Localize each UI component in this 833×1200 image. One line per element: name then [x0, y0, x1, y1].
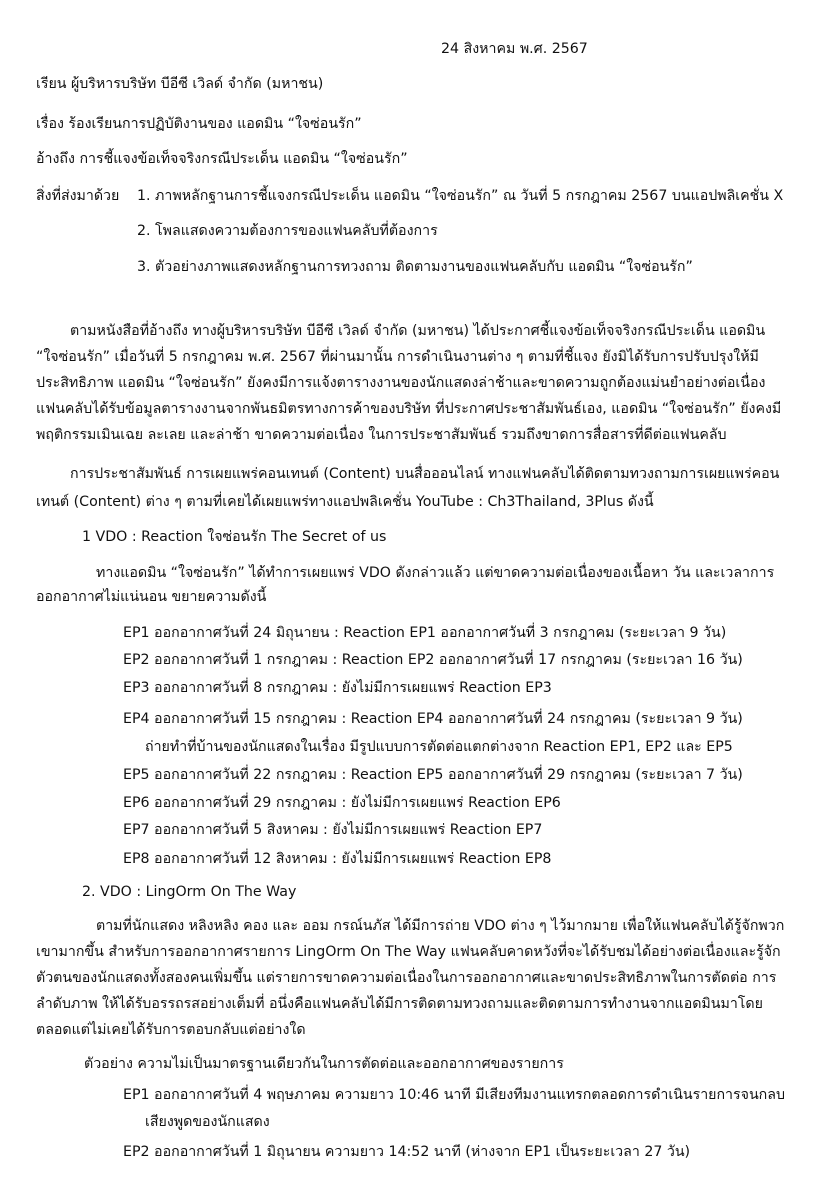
letter-subject: เรื่อง ร้องเรียนการปฏิบัติงานของ แอดมิน “ใจซ่อนรัก” — [36, 116, 362, 132]
enclosure-item: 1. ภาพหลักฐานการชี้แจงกรณีประเด็น แอดมิน “ใจซ่อนรัก” ณ วันที่ 5 กรกฎาคม 2567 บนแอปพลิเคชั่น X — [137, 188, 784, 204]
section1-heading: 1 VDO : Reaction ใจซ่อนรัก The Secret of us — [82, 529, 387, 545]
episode-item: EP6 ออกอากาศวันที่ 29 กรกฎาคม : ยังไม่มีการเผยแพร่ Reaction EP6 — [123, 795, 561, 811]
episode-item: EP8 ออกอากาศวันที่ 12 สิงหาคม : ยังไม่มีการเผยแพร่ Reaction EP8 — [123, 851, 552, 867]
episode-item: EP5 ออกอากาศวันที่ 22 กรกฎาคม : Reaction EP5 ออกอากาศวันที่ 29 กรกฎาคม (ระยะเวลา 7 วัน) — [123, 767, 743, 783]
section2-heading: 2. VDO : LingOrm On The Way — [82, 884, 297, 900]
example-item: EP1 ออกอากาศวันที่ 4 พฤษภาคม ความยาว 10:46 นาที มีเสียงทีมงานแทรกตลอดการดำเนินรายการจนกลบ — [123, 1087, 785, 1103]
episode-item: EP2 ออกอากาศวันที่ 1 กรกฎาคม : Reaction EP2 ออกอากาศวันที่ 17 กรกฎาคม (ระยะเวลา 16 วัน) — [123, 652, 743, 668]
example-item: EP2 ออกอากาศวันที่ 1 มิถุนายน ความยาว 14:52 นาที (ห่างจาก EP1 เป็นระยะเวลา 27 วัน) — [123, 1144, 691, 1160]
example-item-continued: เสียงพูดของนักแสดง — [145, 1114, 270, 1130]
section2-body-line: ตัวตนของนักแสดงทั้งสองคนเพิ่มขึ้น แต่รายการขาดความต่อเนื่องในการออกอากาศและขาดประสิทธิภาพในการตัดต่อ การ — [36, 970, 777, 986]
letter-date: 24 สิงหาคม พ.ศ. 2567 — [441, 41, 588, 57]
section1-intro-line: ออกอากาศไม่แน่นอน ขยายความดังนี้ — [36, 589, 267, 605]
paragraph-line: ตามหนังสือที่อ้างถึง ทางผู้บริหารบริษัท บีอีซี เวิลด์ จำกัด (มหาชน) ได้ประกาศชี้แจงข้อเท็จจริงกรณีประเด็น แอดมิน — [70, 323, 766, 339]
episode-item: EP4 ออกอากาศวันที่ 15 กรกฎาคม : Reaction EP4 ออกอากาศวันที่ 24 กรกฎาคม (ระยะเวลา 9 วัน) — [123, 711, 743, 727]
section2-body-line: เขามากขึ้น สำหรับการออกอากาศรายการ LingOrm On The Way แฟนคลับคาดหวังที่จะได้รับชมได้อย่างต่อเนื่องและรู้จัก — [36, 944, 781, 960]
paragraph-line: ประสิทธิภาพ แอดมิน “ใจซ่อนรัก” ยังคงมีการแจ้งตารางงานของนักแสดงล่าช้าและขาดความถูกต้องแม่นยำอย่างต่อเนื่อง — [36, 375, 766, 391]
paragraph-line: แฟนคลับได้รับข้อมูลตารางงานจากพันธมิตรทางการค้าของบริษัท ที่ประกาศประชาสัมพันธ์เอง, แอดมิน “ใจซ่อนรัก” ยังคงมี — [36, 401, 782, 417]
section2-body-line: ตลอดแต่ไม่เคยได้รับการตอบกลับแต่อย่างใด — [36, 1022, 306, 1038]
episode-item: EP1 ออกอากาศวันที่ 24 มิถุนายน : Reaction EP1 ออกอากาศวันที่ 3 กรกฎาคม (ระยะเวลา 9 วัน) — [123, 625, 727, 641]
paragraph-line: เทนต์ (Content) ต่าง ๆ ตามที่เคยได้เผยแพร่ทางแอปพลิเคชั่น YouTube : Ch3Thailand, 3Plus ดังนี้ — [36, 494, 654, 510]
enclosure-item: 2. โพลแสดงความต้องการของแฟนคลับที่ต้องการ — [137, 223, 438, 239]
letter-recipient: เรียน ผู้บริหารบริษัท บีอีซี เวิลด์ จำกัด (มหาชน) — [36, 76, 324, 92]
section1-intro-line: ทางแอดมิน “ใจซ่อนรัก” ได้ทำการเผยแพร่ VDO ดังกล่าวแล้ว แต่ขาดความต่อเนื่องของเนื้อหา วัน และเวลาการ — [96, 565, 775, 581]
paragraph-line: พฤติกรรมเมินเฉย ละเลย และล่าช้า ขาดความต่อเนื่อง ในการประชาสัมพันธ์ รวมถึงขาดการสื่อสารที่ดีต่อแฟนคลับ — [36, 427, 727, 443]
letter-reference: อ้างถึง การชี้แจงข้อเท็จจริงกรณีประเด็น แอดมิน “ใจซ่อนรัก” — [36, 151, 408, 167]
paragraph-line: การประชาสัมพันธ์ การเผยแพร่คอนเทนต์ (Content) บนสื่อออนไลน์ ทางแฟนคลับได้ติดตามทวงถามการเผยแพร่คอน — [70, 466, 780, 482]
enclosures-label: สิ่งที่ส่งมาด้วย — [36, 188, 120, 204]
section2-body-line: ลำดับภาพ ให้ได้รับอรรถรสอย่างเต็มที่ อนึ่งคือแฟนคลับได้มีการติดตามทวงถามและติดตามการทำงานจากแอดมินมาโดย — [36, 996, 763, 1012]
example-label: ตัวอย่าง ความไม่เป็นมาตรฐานเดียวกันในการตัดต่อและออกอากาศของรายการ — [84, 1056, 564, 1072]
episode-note: ถ่ายทำที่บ้านของนักแสดงในเรื่อง มีรูปแบบการตัดต่อแตกต่างจาก Reaction EP1, EP2 และ EP5 — [145, 739, 733, 755]
episode-item: EP3 ออกอากาศวันที่ 8 กรกฎาคม : ยังไม่มีการเผยแพร่ Reaction EP3 — [123, 680, 552, 696]
section2-body-line: ตามที่นักแสดง หลิงหลิง คอง และ ออม กรณ์นภัส ได้มีการถ่าย VDO ต่าง ๆ ไว้มากมาย เพื่อให้แฟนคลับได้รู้จักพวก — [96, 918, 785, 934]
enclosure-item: 3. ตัวอย่างภาพแสดงหลักฐานการทวงถาม ติดตามงานของแฟนคลับกับ แอดมิน “ใจซ่อนรัก” — [137, 259, 693, 275]
episode-item: EP7 ออกอากาศวันที่ 5 สิงหาคม : ยังไม่มีการเผยแพร่ Reaction EP7 — [123, 822, 543, 838]
paragraph-line: “ใจซ่อนรัก” เมื่อวันที่ 5 กรกฎาคม พ.ศ. 2567 ที่ผ่านมานั้น การดำเนินงานต่าง ๆ ตามที่ชี้แจง ยังมิได้รับการปรับปรุงให้มี — [36, 349, 759, 365]
